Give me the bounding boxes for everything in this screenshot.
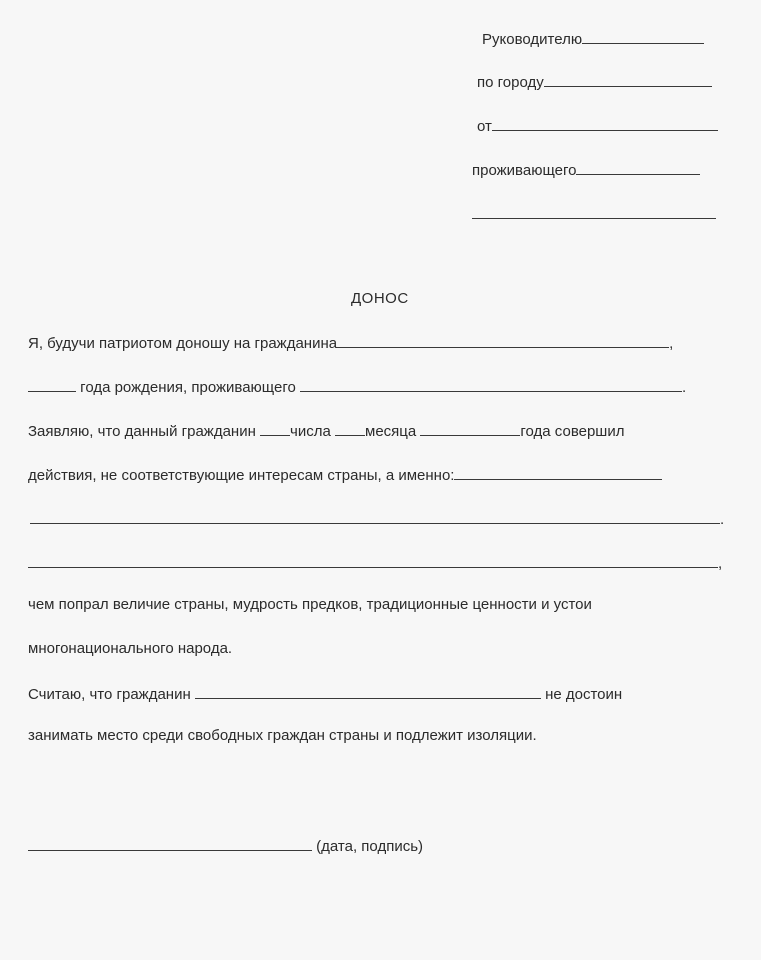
actions-blank-2[interactable] xyxy=(30,509,720,524)
citizen-address-blank[interactable] xyxy=(300,377,682,392)
signature-line xyxy=(28,836,423,856)
line9-a: Считаю, что гражданин xyxy=(28,686,191,703)
month-blank[interactable] xyxy=(335,421,365,436)
body-line-6 xyxy=(28,553,722,573)
header-city-line xyxy=(477,72,712,92)
line8-text: многонационального народа. xyxy=(28,640,233,657)
citizen-name-blank-2[interactable] xyxy=(195,684,541,699)
from-label: от xyxy=(477,118,492,135)
line1-comma: , xyxy=(669,335,674,352)
from-blank[interactable] xyxy=(492,116,718,131)
line7-text: чем попрал величие страны, мудрость предков, традиционные ценности и устои xyxy=(28,596,592,613)
body-line-9 xyxy=(28,684,622,704)
line1-text: Я, будучи патриотом доношу на гражданина xyxy=(28,335,338,352)
document-title: ДОНОС xyxy=(351,290,409,307)
residing-label: проживающего xyxy=(472,162,577,179)
line3-b: числа xyxy=(290,423,331,440)
actions-blank-1[interactable] xyxy=(454,465,662,480)
body-line-10 xyxy=(28,727,537,745)
header-recipient-line xyxy=(482,29,704,49)
body-line-2 xyxy=(28,377,686,397)
city-blank[interactable] xyxy=(544,72,712,87)
line10-text: занимать место среди свободных граждан страны и подлежит изоляции. xyxy=(28,727,537,744)
signature-label: (дата, подпись) xyxy=(316,838,424,855)
line3-a: Заявляю, что данный гражданин xyxy=(28,423,256,440)
line3-c: месяца xyxy=(365,423,417,440)
recipient-label: Руководителю xyxy=(482,31,583,48)
signature-blank[interactable] xyxy=(28,836,312,851)
body-line-3 xyxy=(28,421,624,441)
header-from-line xyxy=(477,116,718,136)
header-residing-line xyxy=(472,160,700,180)
year-blank[interactable] xyxy=(420,421,520,436)
birth-year-blank[interactable] xyxy=(28,377,76,392)
body-line-8 xyxy=(28,640,232,658)
line3-d: года совершил xyxy=(520,423,625,440)
body-line-5 xyxy=(30,509,724,529)
line2-period: . xyxy=(681,379,687,396)
actions-blank-3[interactable] xyxy=(28,553,718,568)
line9-b: не достоин xyxy=(545,686,623,703)
address-blank[interactable] xyxy=(472,204,716,219)
body-line-7 xyxy=(28,596,592,614)
body-line-4 xyxy=(28,465,662,485)
residing-blank[interactable] xyxy=(576,160,700,175)
day-blank[interactable] xyxy=(260,421,290,436)
line5-period: . xyxy=(720,511,725,528)
recipient-blank[interactable] xyxy=(582,29,704,44)
line2-text: года рождения, проживающего xyxy=(80,379,296,396)
body-line-1 xyxy=(28,333,673,353)
line6-comma: , xyxy=(718,555,723,572)
line4-text: действия, не соответствующие интересам страны, а именно: xyxy=(28,467,455,484)
header-address-line xyxy=(472,204,716,224)
citizen-name-blank[interactable] xyxy=(337,333,669,348)
city-label: по городу xyxy=(477,74,544,91)
